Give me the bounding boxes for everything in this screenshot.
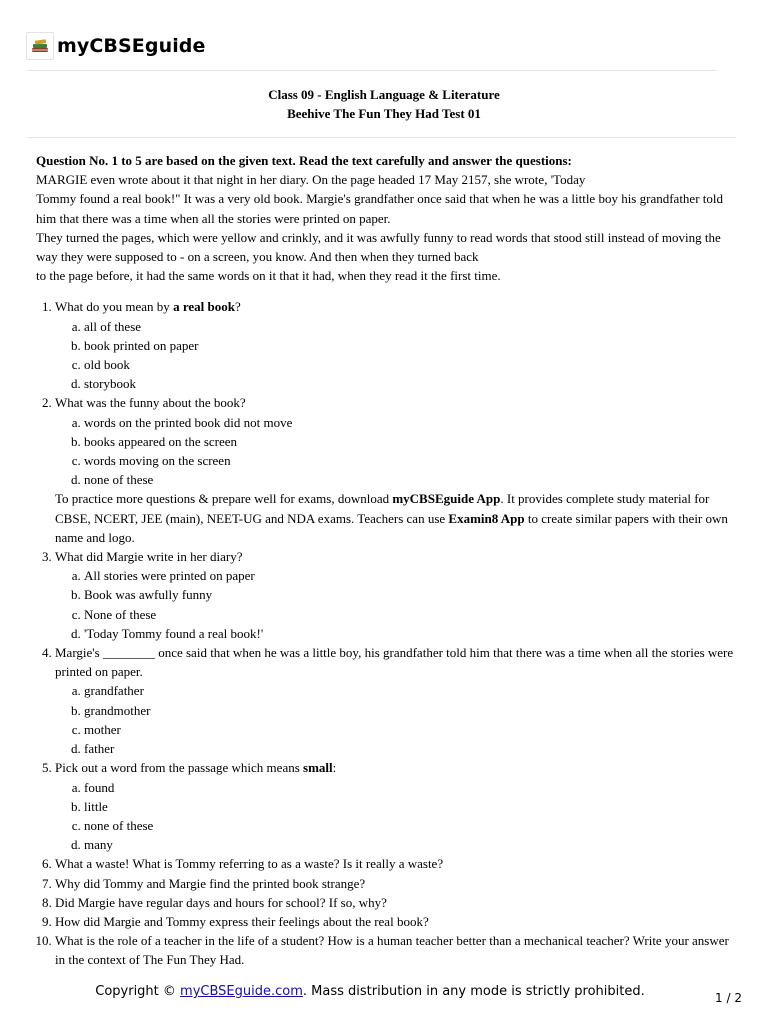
option: d. storybook xyxy=(84,374,736,393)
question-10: 10. What is the role of a teacher in the life of a student? How is a human teacher better than a mechanical teacher? Write your answer in the context of The Fun They Had. xyxy=(55,931,736,969)
passage-line: to the page before, it had the same words on it that it had, when they read it the first time. xyxy=(36,268,501,284)
option: c. old book xyxy=(84,355,736,374)
brand-name[interactable]: myCBSEguide xyxy=(57,35,206,57)
paper-title: Class 09 - English Language & Literature xyxy=(268,87,500,102)
copyright-footer: Copyright © myCBSEguide.com. Mass distribution in any mode is strictly prohibited. xyxy=(95,984,645,999)
question-paper xyxy=(36,151,736,970)
option: a. words on the printed book did not move xyxy=(84,413,736,432)
passage-paragraph: Tommy found a real book!" It was a very old book. Margie's grandfather once said that when he was a little boy his grandfather told him that there was a time when all the stories were printed on paper. xyxy=(36,191,724,226)
option: c. words moving on the screen xyxy=(84,451,736,470)
question-9: 9. How did Margie and Tommy express their feelings about the real book? xyxy=(55,912,736,931)
options-list xyxy=(55,566,736,643)
option: b. book printed on paper xyxy=(84,336,736,355)
option: c. none of these xyxy=(84,816,736,835)
app-name: Examin8 App xyxy=(448,510,525,526)
question-list xyxy=(36,297,736,969)
site-header xyxy=(26,30,206,62)
passage-paragraph: They turned the pages, which were yellow and crinkly, and it was awfully funny to read words that stood still instead of moving the way they were supposed to - on a screen, you know. And then when they turned back xyxy=(36,229,721,265)
question-2: 2. What was the funny about the book? a. words on the printed book did not move b. books appeared on the screen c. words moving on the screen d. none of these To practice more questions & prepare well for exams, download myCBSEguide App. It provides complete study material for CBSE, NCERT, JEE (main), NEET-UG and NDA exams. Teachers can use Examin8 App to create similar papers with their own name and logo. xyxy=(55,393,736,547)
question-5: 5. Pick out a word from the passage which means small: a. found b. little c. none of these d. many xyxy=(55,758,736,854)
site-link[interactable]: myCBSEguide.com xyxy=(180,984,303,999)
passage-line: MARGIE even wrote about it that night in her diary. On the page headed 17 May 2157, she wrote, 'Today xyxy=(36,172,586,188)
option: a. grandfather xyxy=(84,681,736,700)
page-number: 1 / 2 xyxy=(715,991,742,1005)
books-logo-icon[interactable] xyxy=(26,32,54,60)
question-8: 8. Did Margie have regular days and hours for school? If so, why? xyxy=(55,893,736,912)
option: d. father xyxy=(84,739,736,758)
passage-instruction: Question No. 1 to 5 are based on the given text. Read the text carefully and answer the questions: xyxy=(36,153,572,168)
promo-note: To practice more questions & prepare well for exams, download myCBSEguide App. It provides complete study material for CBSE, NCERT, JEE (main), NEET-UG and NDA exams. Teachers can use Examin8 App to create similar papers with their own name and logo. xyxy=(55,491,728,545)
question-6: 6. What a waste! What is Tommy referring to as a waste? Is it really a waste? xyxy=(55,854,736,873)
option: a. all of these xyxy=(84,317,736,336)
options-list xyxy=(55,413,736,490)
option: d. none of these xyxy=(84,470,736,489)
option: c. None of these xyxy=(84,605,736,624)
question-4: 4. Margie's ________ once said that when he was a little boy, his grandfather told him that there was a time when all the stories were printed on paper. a. grandfather b. grandmother c. mother d. father xyxy=(55,643,736,758)
option: d. many xyxy=(84,835,736,854)
header-divider xyxy=(26,70,718,71)
option: a. found xyxy=(84,778,736,797)
question-7: 7. Why did Tommy and Margie find the printed book strange? xyxy=(55,874,736,893)
option: b. books appeared on the screen xyxy=(84,432,736,451)
title-divider xyxy=(26,137,736,138)
options-list xyxy=(55,317,736,394)
option: a. All stories were printed on paper xyxy=(84,566,736,585)
question-1: 1. What do you mean by a real book? a. all of these b. book printed on paper c. old book d. storybook xyxy=(55,297,736,393)
question-3: 3. What did Margie write in her diary? a. All stories were printed on paper b. Book was awfully funny c. None of these d. 'Today Tommy found a real book!' xyxy=(55,547,736,643)
option: b. little xyxy=(84,797,736,816)
option: b. grandmother xyxy=(84,701,736,720)
options-list xyxy=(55,778,736,855)
option: d. 'Today Tommy found a real book!' xyxy=(84,624,736,643)
options-list xyxy=(55,681,736,758)
option: b. Book was awfully funny xyxy=(84,585,736,604)
option: c. mother xyxy=(84,720,736,739)
paper-subtitle: Beehive The Fun They Had Test 01 xyxy=(287,106,481,121)
app-name: myCBSEguide App xyxy=(392,491,501,507)
